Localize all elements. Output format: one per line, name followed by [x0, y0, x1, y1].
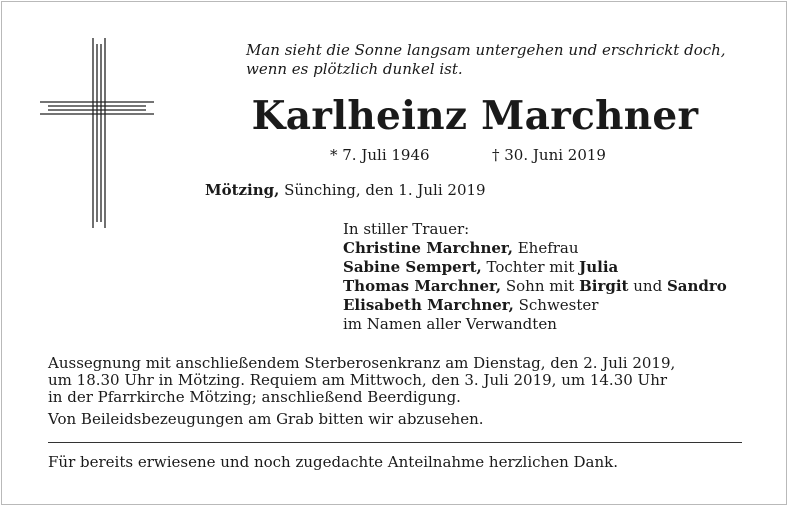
mourner-name: Elisabeth Marchner,: [343, 296, 514, 314]
birth-date: * 7. Juli 1946: [330, 146, 430, 164]
service-line: in der Pfarrkirche Mötzing; anschließend Beerdigung.: [48, 388, 461, 406]
mourner-relation: Ehefrau: [512, 239, 579, 257]
service-details: [48, 355, 748, 428]
quote-line: wenn es plötzlich dunkel ist.: [246, 60, 463, 78]
service-line: Aussegnung mit anschließendem Sterberosenkranz am Dienstag, den 2. Juli 2019,: [48, 354, 676, 372]
divider: [48, 442, 742, 443]
cross-icon: [40, 38, 154, 228]
mourner-line: [343, 258, 727, 277]
death-date: † 30. Juni 2019: [492, 146, 606, 164]
mourners-list: [343, 220, 727, 334]
mourners-heading: In stiller Trauer:: [343, 220, 470, 238]
condolence-note: Von Beileidsbezeugungen am Grab bitten wir abzusehen.: [48, 410, 484, 428]
thanks-line: Für bereits erwiesene und noch zugedachte Anteilnahme herzlichen Dank.: [48, 453, 618, 471]
mourner-line: [343, 239, 727, 258]
place-date-rest: Sünching, den 1. Juli 2019: [279, 181, 486, 199]
mourner-child: Birgit: [579, 277, 629, 295]
mourner-relation: Schwester: [513, 296, 599, 314]
mourner-name: Sabine Sempert,: [343, 258, 482, 276]
mourner-child: Julia: [579, 258, 619, 276]
service-line: um 18.30 Uhr in Mötzing. Requiem am Mittwoch, den 3. Juli 2019, um 14.30 Uhr: [48, 371, 668, 389]
epitaph-quote: [246, 41, 766, 79]
quote-line: Man sieht die Sonne langsam untergehen und erschrickt doch,: [246, 41, 726, 59]
mourner-child: Sandro: [666, 277, 727, 295]
place-date-line: [205, 180, 486, 200]
mourner-conjunction: und: [628, 277, 667, 295]
mourner-relation: Tochter mit: [481, 258, 580, 276]
mourner-line: [343, 296, 727, 315]
town-name: Mötzing,: [205, 181, 280, 199]
mourner-line: [343, 277, 727, 296]
mourner-name: Christine Marchner,: [343, 239, 513, 257]
mourner-name: Thomas Marchner,: [343, 277, 502, 295]
mourners-closing: im Namen aller Verwandten: [343, 315, 557, 333]
mourner-relation: Sohn mit: [501, 277, 580, 295]
deceased-name: Karlheinz Marchner: [251, 93, 699, 139]
